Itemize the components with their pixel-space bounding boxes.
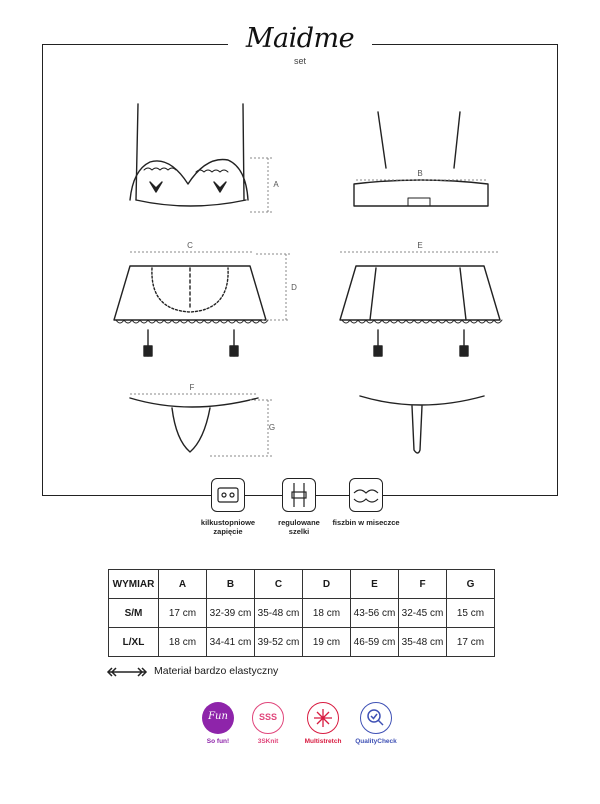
feature-label-line1: kilkustopniowe (200, 518, 256, 527)
table-header-cell: WYMIAR (109, 570, 159, 599)
badge-multistretch (298, 702, 348, 745)
table-cell: 19 cm (303, 628, 351, 657)
table-row (109, 628, 495, 657)
table-cell: 32-45 cm (399, 599, 447, 628)
table-cell: 18 cm (159, 628, 207, 657)
double-arrow-icon (106, 667, 148, 677)
table-header-cell: E (351, 570, 399, 599)
hook-closure-icon (211, 478, 245, 512)
table-header-cell: A (159, 570, 207, 599)
dimension-label-d: D (291, 283, 297, 292)
table-cell: 17 cm (447, 628, 495, 657)
so-fun-icon: Fun (202, 702, 234, 734)
elasticity-label: Materiał bardzo elastyczny (154, 665, 279, 677)
table-cell: 18 cm (303, 599, 351, 628)
badge-so-fun (193, 702, 243, 745)
table-cell: 15 cm (447, 599, 495, 628)
product-title: Maidme (245, 23, 355, 54)
table-row (109, 599, 495, 628)
table-cell: 17 cm (159, 599, 207, 628)
quality-check-icon (360, 702, 392, 734)
underwire-cup-icon (349, 478, 383, 512)
table-header-cell: B (207, 570, 255, 599)
dimension-label-c: C (187, 241, 193, 250)
feature-underwire (321, 478, 411, 527)
table-cell: 39-52 cm (255, 628, 303, 657)
table-header-cell: G (447, 570, 495, 599)
thong-front-drawing (130, 398, 258, 452)
multistretch-icon (307, 702, 339, 734)
badge-label: Multistretch (304, 738, 342, 745)
dimension-label-g: G (268, 423, 276, 432)
table-cell: 34-41 cm (207, 628, 255, 657)
table-cell: 32-39 cm (207, 599, 255, 628)
size-table-header (109, 570, 495, 599)
feature-label-line2: szelki (288, 527, 310, 536)
table-cell: 35-48 cm (399, 628, 447, 657)
three-s-knit-icon: SSS (252, 702, 284, 734)
table-cell: 35-48 cm (255, 599, 303, 628)
bra-back-drawing (354, 112, 488, 206)
skirt-front-drawing (114, 266, 268, 356)
badge-quality-check (351, 702, 401, 745)
table-header-cell: F (399, 570, 447, 599)
table-header-cell: C (255, 570, 303, 599)
table-header-cell: D (303, 570, 351, 599)
table-cell: L/XL (109, 628, 159, 657)
adjustable-straps-icon (282, 478, 316, 512)
feature-label-line2: zapięcie (213, 527, 243, 536)
table-cell: S/M (109, 599, 159, 628)
bra-front-drawing (130, 104, 248, 206)
feature-label-line1: fiszbin w miseczce (332, 518, 400, 527)
feature-label-line1: regulowane (278, 518, 320, 527)
badge-label: QualityCheck (355, 738, 397, 745)
dimension-label-b: B (417, 169, 423, 178)
dimension-label-e: E (417, 241, 423, 250)
thong-back-drawing (360, 396, 484, 453)
dimension-label-f: F (189, 383, 195, 392)
table-cell: 46-59 cm (351, 628, 399, 657)
badge-label: 3SKnit (257, 738, 279, 745)
badge-label: So fun! (206, 738, 230, 745)
size-table (108, 569, 495, 657)
product-subtitle: set (293, 56, 306, 66)
dimension-label-a: A (273, 180, 279, 189)
table-cell: 43-56 cm (351, 599, 399, 628)
skirt-back-drawing (340, 266, 502, 356)
badge-3sknit (243, 702, 293, 745)
